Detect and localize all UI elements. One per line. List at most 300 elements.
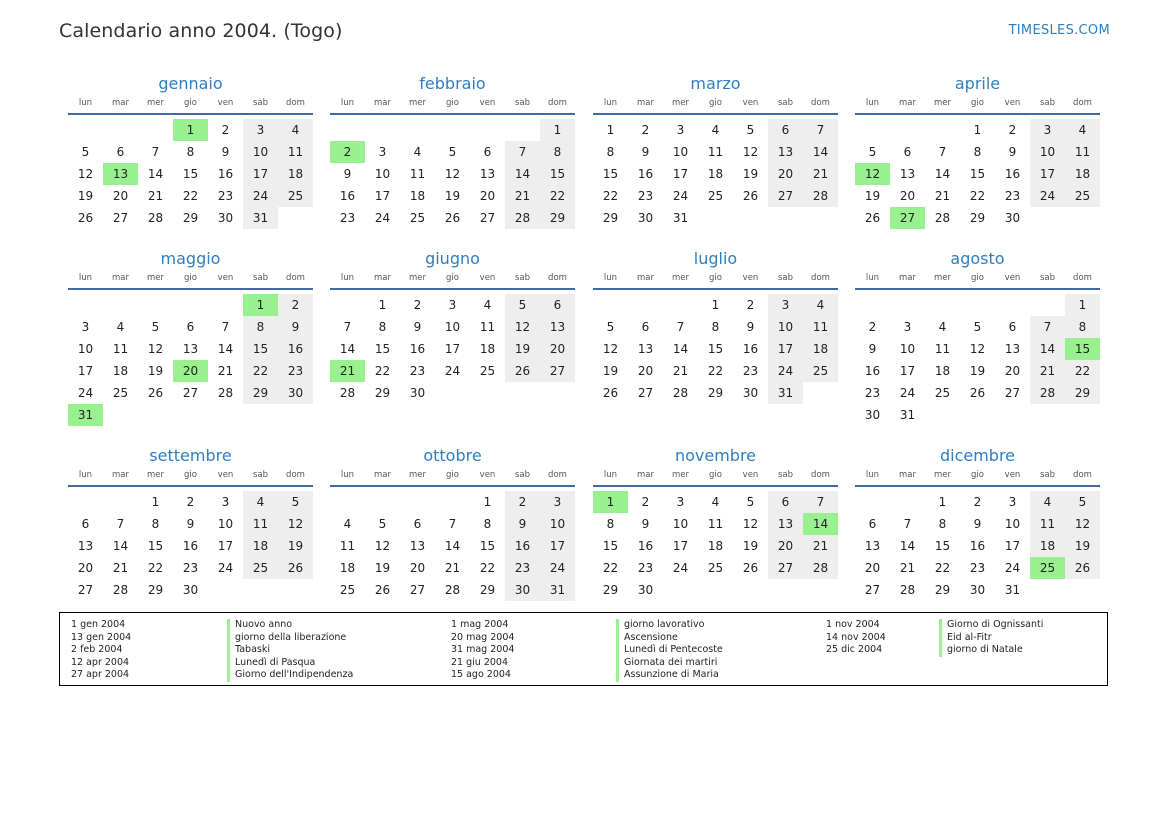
day-cell: 17: [768, 338, 803, 360]
day-cell: 24: [374, 211, 391, 225]
week-row: [68, 119, 313, 141]
day-cell: 4: [711, 495, 720, 509]
week-row: [855, 404, 1100, 426]
day-cell: 23: [864, 386, 881, 400]
weekday-label: ven: [217, 470, 234, 480]
day-cell: 16: [1004, 167, 1021, 181]
holiday-day-cell: 20: [173, 360, 208, 382]
weekday-header: [68, 96, 313, 110]
day-cell: 30: [1004, 211, 1021, 225]
day-cell: 12: [77, 167, 94, 181]
day-cell: 10: [77, 342, 94, 356]
day-cell: 14: [444, 539, 461, 553]
weekday-label: sab: [514, 98, 531, 108]
day-cell: 20: [540, 338, 575, 360]
week-row: [593, 294, 838, 316]
day-cell: 9: [641, 145, 650, 159]
week-row: [855, 185, 1100, 207]
day-cell: 12: [742, 517, 759, 531]
weekday-label: dom: [811, 470, 830, 480]
day-cell: 18: [479, 342, 496, 356]
day-cell: 5: [151, 320, 160, 334]
day-cell: 27: [77, 583, 94, 597]
day-cell: 25: [278, 185, 313, 207]
day-cell: 5: [606, 320, 615, 334]
day-cell: 2: [746, 298, 755, 312]
day-cell: 23: [505, 557, 540, 579]
empty-cell: [698, 207, 733, 229]
day-cell: 14: [672, 342, 689, 356]
day-cell: 3: [448, 298, 457, 312]
day-cell: 23: [278, 360, 313, 382]
day-cell: 16: [409, 342, 426, 356]
empty-cell: [505, 382, 540, 404]
week-row: [68, 382, 313, 404]
weekday-label: mer: [146, 98, 164, 108]
day-cell: 29: [147, 583, 164, 597]
day-cell: 26: [147, 386, 164, 400]
day-cell: 4: [803, 294, 838, 316]
legend-date: 20 mag 2004: [451, 631, 515, 643]
day-cell: 20: [899, 189, 916, 203]
day-cell: 6: [903, 145, 912, 159]
legend-holiday-name: giorno di Natale: [939, 644, 1043, 657]
week-row: [593, 382, 838, 404]
weekday-label: dom: [286, 98, 305, 108]
day-cell: 7: [221, 320, 230, 334]
week-row: [593, 513, 838, 535]
week-row: [855, 360, 1100, 382]
day-cell: 24: [672, 561, 689, 575]
day-cell: 19: [969, 364, 986, 378]
day-cell: 23: [339, 211, 356, 225]
day-cell: 2: [186, 495, 195, 509]
day-cell: 24: [899, 386, 916, 400]
day-cell: 6: [81, 517, 90, 531]
day-cell: 22: [1065, 360, 1100, 382]
day-cell: 5: [973, 320, 982, 334]
weekday-label: lun: [78, 98, 93, 108]
day-cell: 13: [409, 539, 426, 553]
legend-holiday-name: Giornata dei martiri: [616, 657, 723, 670]
day-cell: 17: [243, 163, 278, 185]
day-cell: 16: [217, 167, 234, 181]
day-cell: 5: [746, 123, 755, 137]
weekday-label: gio: [971, 98, 984, 108]
day-cell: 3: [676, 123, 685, 137]
day-cell: 13: [182, 342, 199, 356]
day-cell: 7: [803, 491, 838, 513]
day-cell: 13: [1004, 342, 1021, 356]
weekday-label: gio: [446, 470, 459, 480]
day-cell: 16: [505, 535, 540, 557]
legend-holiday-name: Lunedì di Pasqua: [227, 657, 353, 670]
day-cell: 27: [479, 211, 496, 225]
header-rule: [855, 113, 1100, 115]
day-cell: 18: [339, 561, 356, 575]
day-cell: 21: [672, 364, 689, 378]
day-cell: 18: [243, 535, 278, 557]
day-cell: 4: [116, 320, 125, 334]
empty-cell: [890, 294, 925, 316]
day-cell: 11: [409, 167, 426, 181]
empty-cell: [663, 294, 698, 316]
day-cell: 6: [413, 517, 422, 531]
day-cell: 5: [868, 145, 877, 159]
week-row: [593, 491, 838, 513]
day-cell: 18: [934, 364, 951, 378]
day-cell: 6: [186, 320, 195, 334]
day-cell: 7: [505, 141, 540, 163]
weekday-header: [330, 96, 575, 110]
day-cell: 18: [707, 167, 724, 181]
day-cell: 6: [768, 491, 803, 513]
day-cell: 5: [81, 145, 90, 159]
day-cell: 13: [479, 167, 496, 181]
day-cell: 23: [217, 189, 234, 203]
day-cell: 15: [182, 167, 199, 181]
weekday-label: mar: [374, 98, 391, 108]
day-cell: 3: [1030, 119, 1065, 141]
month-name: luglio: [693, 249, 738, 268]
weekday-label: gio: [971, 273, 984, 283]
day-cell: 17: [540, 535, 575, 557]
holiday-day-cell: 1: [243, 294, 278, 316]
month-febbraio: [330, 73, 575, 229]
day-cell: 25: [707, 189, 724, 203]
day-cell: 20: [409, 561, 426, 575]
day-cell: 21: [803, 163, 838, 185]
day-cell: 20: [77, 561, 94, 575]
day-cell: 13: [864, 539, 881, 553]
day-cell: 12: [742, 145, 759, 159]
day-cell: 4: [483, 298, 492, 312]
weekday-label: dom: [548, 98, 567, 108]
day-cell: 23: [637, 561, 654, 575]
day-cell: 24: [1004, 561, 1021, 575]
week-row: [855, 207, 1100, 229]
header-rule: [855, 485, 1100, 487]
day-cell: 3: [378, 145, 387, 159]
empty-cell: [925, 119, 960, 141]
empty-cell: [890, 119, 925, 141]
holiday-day-cell: 14: [803, 513, 838, 535]
weekday-label: mer: [933, 273, 951, 283]
legend-date: 14 nov 2004: [826, 631, 886, 643]
day-cell: 24: [77, 386, 94, 400]
weekday-label: gio: [184, 273, 197, 283]
day-cell: 22: [182, 189, 199, 203]
week-row: [68, 535, 313, 557]
week-row: [68, 207, 313, 229]
day-cell: 1: [711, 298, 720, 312]
day-cell: 9: [221, 145, 230, 159]
empty-cell: [1030, 294, 1065, 316]
day-cell: 11: [278, 141, 313, 163]
day-cell: 25: [479, 364, 496, 378]
weekday-label: mar: [374, 273, 391, 283]
weekday-label: sab: [777, 98, 794, 108]
month-name: febbraio: [419, 74, 486, 93]
empty-cell: [138, 404, 173, 426]
legend-date: 1 gen 2004: [71, 619, 126, 630]
week-row: [593, 141, 838, 163]
legend-dates-col-2: [451, 619, 514, 682]
day-cell: 21: [217, 364, 234, 378]
day-cell: 14: [899, 539, 916, 553]
empty-cell: [400, 119, 435, 141]
empty-cell: [173, 404, 208, 426]
weekday-label: lun: [340, 470, 355, 480]
day-cell: 4: [343, 517, 352, 531]
empty-cell: [1030, 579, 1065, 601]
weekday-label: lun: [340, 273, 355, 283]
month-dicembre: [855, 445, 1100, 601]
empty-cell: [925, 294, 960, 316]
day-cell: 15: [934, 539, 951, 553]
day-cell: 17: [1004, 539, 1021, 553]
weekday-label: ven: [1004, 98, 1021, 108]
day-cell: 15: [540, 163, 575, 185]
day-cell: 7: [676, 320, 685, 334]
weekday-label: sab: [252, 273, 269, 283]
day-cell: 19: [1065, 535, 1100, 557]
day-cell: 5: [378, 517, 387, 531]
holiday-day-cell: 1: [593, 491, 628, 513]
empty-cell: [435, 382, 470, 404]
weekday-label: mar: [899, 273, 916, 283]
holiday-day-cell: 12: [855, 163, 890, 185]
day-cell: 17: [1030, 163, 1065, 185]
day-cell: 26: [864, 211, 881, 225]
day-cell: 14: [803, 141, 838, 163]
brand-link[interactable]: TIMESLES.COM: [1008, 23, 1110, 38]
day-cell: 12: [602, 342, 619, 356]
legend-dates-col-1: [71, 619, 131, 682]
weekday-label: sab: [777, 470, 794, 480]
empty-cell: [925, 404, 960, 426]
day-cell: 15: [147, 539, 164, 553]
month-name: marzo: [690, 74, 741, 93]
weekday-label: mer: [671, 470, 689, 480]
day-cell: 7: [151, 145, 160, 159]
day-cell: 22: [479, 561, 496, 575]
day-cell: 28: [1030, 382, 1065, 404]
day-cell: 3: [221, 495, 230, 509]
day-cell: 30: [409, 386, 426, 400]
weekday-label: sab: [1039, 98, 1056, 108]
weekday-label: mar: [899, 98, 916, 108]
day-cell: 24: [217, 561, 234, 575]
day-cell: 29: [479, 583, 496, 597]
day-cell: 23: [969, 561, 986, 575]
day-cell: 15: [479, 539, 496, 553]
day-cell: 20: [637, 364, 654, 378]
week-row: [330, 382, 575, 404]
empty-cell: [103, 119, 138, 141]
day-cell: 7: [803, 119, 838, 141]
empty-cell: [663, 579, 698, 601]
day-cell: 23: [182, 561, 199, 575]
month-name: gennaio: [158, 74, 223, 93]
empty-cell: [435, 119, 470, 141]
day-cell: 14: [147, 167, 164, 181]
day-cell: 6: [483, 145, 492, 159]
day-cell: 14: [217, 342, 234, 356]
weekday-label: mar: [112, 98, 129, 108]
day-cell: 13: [540, 316, 575, 338]
day-cell: 31: [899, 408, 916, 422]
day-cell: 16: [864, 364, 881, 378]
empty-cell: [330, 294, 365, 316]
day-cell: 26: [374, 583, 391, 597]
day-cell: 2: [641, 495, 650, 509]
legend-date: 13 gen 2004: [71, 631, 132, 643]
week-row: [593, 185, 838, 207]
week-row: [855, 579, 1100, 601]
week-row: [68, 513, 313, 535]
day-cell: 25: [803, 360, 838, 382]
day-cell: 28: [899, 583, 916, 597]
day-cell: 19: [864, 189, 881, 203]
day-cell: 27: [540, 360, 575, 382]
empty-cell: [733, 579, 768, 601]
weekday-label: dom: [286, 470, 305, 480]
day-cell: 19: [147, 364, 164, 378]
day-cell: 1: [540, 119, 575, 141]
day-cell: 22: [602, 561, 619, 575]
day-cell: 25: [112, 386, 129, 400]
header-rule: [330, 288, 575, 290]
day-cell: 16: [339, 189, 356, 203]
day-cell: 7: [903, 517, 912, 531]
day-cell: 2: [973, 495, 982, 509]
empty-cell: [470, 119, 505, 141]
week-row: [330, 513, 575, 535]
day-cell: 8: [243, 316, 278, 338]
day-cell: 11: [934, 342, 951, 356]
day-cell: 3: [81, 320, 90, 334]
weekday-label: mer: [408, 273, 426, 283]
month-name: novembre: [674, 446, 757, 465]
day-cell: 4: [1065, 119, 1100, 141]
day-cell: 14: [505, 163, 540, 185]
day-cell: 29: [707, 386, 724, 400]
empty-cell: [768, 207, 803, 229]
day-cell: 15: [374, 342, 391, 356]
weekday-label: dom: [286, 273, 305, 283]
weekday-label: dom: [548, 470, 567, 480]
week-row: [593, 316, 838, 338]
legend-date: 27 apr 2004: [71, 669, 130, 681]
weekday-label: dom: [548, 273, 567, 283]
legend-date: 15 ago 2004: [451, 669, 511, 681]
day-cell: 17: [374, 189, 391, 203]
day-cell: 14: [1030, 338, 1065, 360]
day-cell: 11: [1030, 513, 1065, 535]
week-row: [330, 360, 575, 382]
day-cell: 23: [637, 189, 654, 203]
empty-cell: [1030, 404, 1065, 426]
weekday-label: lun: [865, 273, 880, 283]
day-cell: 21: [803, 535, 838, 557]
day-cell: 1: [973, 123, 982, 137]
day-cell: 28: [217, 386, 234, 400]
day-cell: 14: [934, 167, 951, 181]
weekday-label: sab: [252, 98, 269, 108]
day-cell: 5: [746, 495, 755, 509]
week-row: [855, 316, 1100, 338]
day-cell: 4: [938, 320, 947, 334]
day-cell: 19: [742, 167, 759, 181]
day-cell: 19: [374, 561, 391, 575]
day-cell: 22: [934, 561, 951, 575]
week-row: [593, 207, 838, 229]
empty-cell: [995, 404, 1030, 426]
day-cell: 14: [112, 539, 129, 553]
day-cell: 10: [1030, 141, 1065, 163]
day-cell: 29: [934, 583, 951, 597]
day-cell: 17: [217, 539, 234, 553]
day-cell: 24: [444, 364, 461, 378]
empty-cell: [803, 382, 838, 404]
day-cell: 3: [768, 294, 803, 316]
weekday-label: mer: [671, 98, 689, 108]
day-cell: 29: [602, 211, 619, 225]
day-cell: 25: [707, 561, 724, 575]
day-cell: 24: [540, 557, 575, 579]
day-cell: 8: [973, 145, 982, 159]
day-cell: 23: [1004, 189, 1021, 203]
week-row: [68, 185, 313, 207]
week-row: [68, 491, 313, 513]
weekday-label: mer: [671, 273, 689, 283]
day-cell: 20: [864, 561, 881, 575]
day-cell: 9: [186, 517, 195, 531]
day-cell: 16: [637, 539, 654, 553]
day-cell: 29: [374, 386, 391, 400]
day-cell: 8: [186, 145, 195, 159]
weekday-label: sab: [1039, 470, 1056, 480]
day-cell: 22: [147, 561, 164, 575]
week-row: [855, 163, 1100, 185]
day-cell: 22: [969, 189, 986, 203]
day-cell: 17: [672, 539, 689, 553]
day-cell: 13: [768, 141, 803, 163]
weekday-header: [855, 468, 1100, 482]
weekday-label: dom: [811, 273, 830, 283]
empty-cell: [103, 491, 138, 513]
empty-cell: [103, 294, 138, 316]
weekday-header: [593, 468, 838, 482]
day-cell: 30: [182, 583, 199, 597]
empty-cell: [103, 404, 138, 426]
day-cell: 12: [505, 316, 540, 338]
day-cell: 26: [742, 189, 759, 203]
day-cell: 12: [969, 342, 986, 356]
legend-date: 31 mag 2004: [451, 644, 515, 656]
day-cell: 6: [540, 294, 575, 316]
day-cell: 23: [742, 364, 759, 378]
day-cell: 9: [641, 517, 650, 531]
weekday-label: gio: [709, 98, 722, 108]
holiday-day-cell: 1: [173, 119, 208, 141]
page-title: Calendario anno 2004. (Togo): [59, 20, 343, 42]
day-cell: 3: [243, 119, 278, 141]
legend-holiday-name: Lunedì di Pentecoste: [616, 644, 723, 657]
weekday-label: ven: [1004, 470, 1021, 480]
month-marzo: [593, 73, 838, 229]
